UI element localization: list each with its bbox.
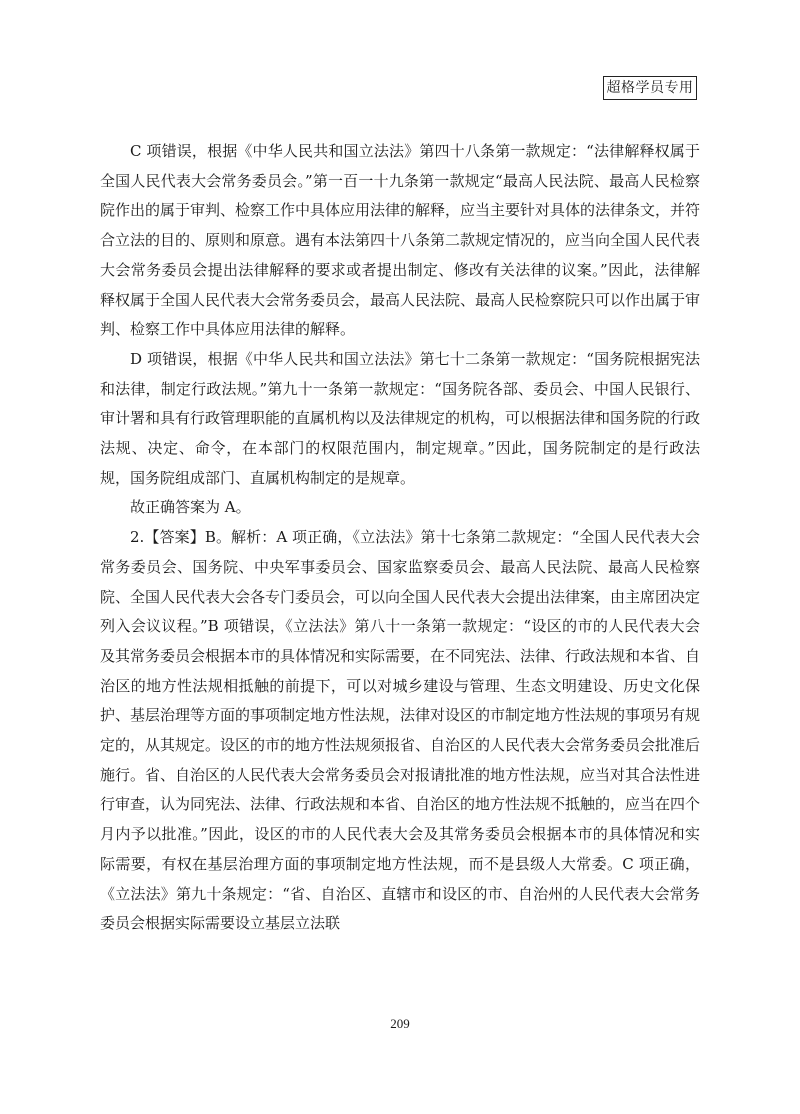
paragraph-question-2: 2.【答案】B。解析：A 项正确，《立法法》第十七条第二款规定：“全国人民代表大会常务委员会、国务院、中央军事委员会、国家监察委员会、最高人民法院、最高人民检察院、全国人民代表大会各专门委员会，可以向全国人民代表大会提出法律案，由主席团决定列入会议议程。”B 项错误，《立法法》第八十一条第一款规定：“设区的市的人民代表大会及其常务委员会根据本市的具体情况和实际需要，在不同宪法、法律、行政法规和本省、自治区的地方性法规相抵触的前提下，可以对城乡建设与管理、生态文明建设、历史文化保护、基层治理等方面的事项制定地方性法规，法律对设区的市制定地方性法规的事项另有规定的，从其规定。设区的市的地方性法规须报省、自治区的人民代表大会常务委员会批准后施行。省、自治区的人民代表大会常务委员会对报请批准的地方性法规，应当对其合法性进行审查，认为同宪法、法律、行政法规和本省、自治区的地方性法规不抵触的，应当在四个月内予以批准。”因此，设区的市的人民代表大会及其常务委员会根据本市的具体情况和实际需要，有权在基层治理方面的事项制定地方性法规，而不是县级人大常委。C 项正确，《立法法》第九十条规定：“省、自治区、直辖市和设区的市、自治州的人民代表大会常务委员会根据实际需要设立基层立法联	[100, 528, 701, 933]
paragraph-option-d: D 项错误，根据《中华人民共和国立法法》第七十二条第一款规定：“国务院根据宪法和法律，制定行政法规。”第九十一条第一款规定：“国务院各部、委员会、中国人民银行、审计署和具有行政管理职能的直属机构以及法律规定的机构，可以根据法律和国务院的行政法规、决定、命令，在本部门的权限范围内，制定规章。”因此，国务院制定的是行政法规，国务院组成部门、直属机构制定的是规章。	[100, 349, 701, 487]
page-number: 209	[390, 1016, 410, 1031]
document-body	[100, 137, 700, 939]
student-only-badge: 超格学员专用	[603, 76, 697, 100]
paragraph-option-c: C 项错误，根据《中华人民共和国立法法》第四十八条第一款规定：“法律解释权属于全国人民代表大会常务委员会。”第一百一十九条第一款规定“最高人民法院、最高人民检察院作出的属于审判、检察工作中具体应用法律的解释，应当主要针对具体的法律条文，并符合立法的目的、原则和原意。遇有本法第四十八条第二款规定情况的，应当向全国人民代表大会常务委员会提出法律解释的要求或者提出制定、修改有关法律的议案。”因此，法律解释权属于全国人民代表大会常务委员会，最高人民法院、最高人民检察院只可以作出属于审判、检察工作中具体应用法律的解释。	[100, 142, 701, 339]
paragraph-answer-1: 故正确答案为 A。	[130, 498, 251, 517]
